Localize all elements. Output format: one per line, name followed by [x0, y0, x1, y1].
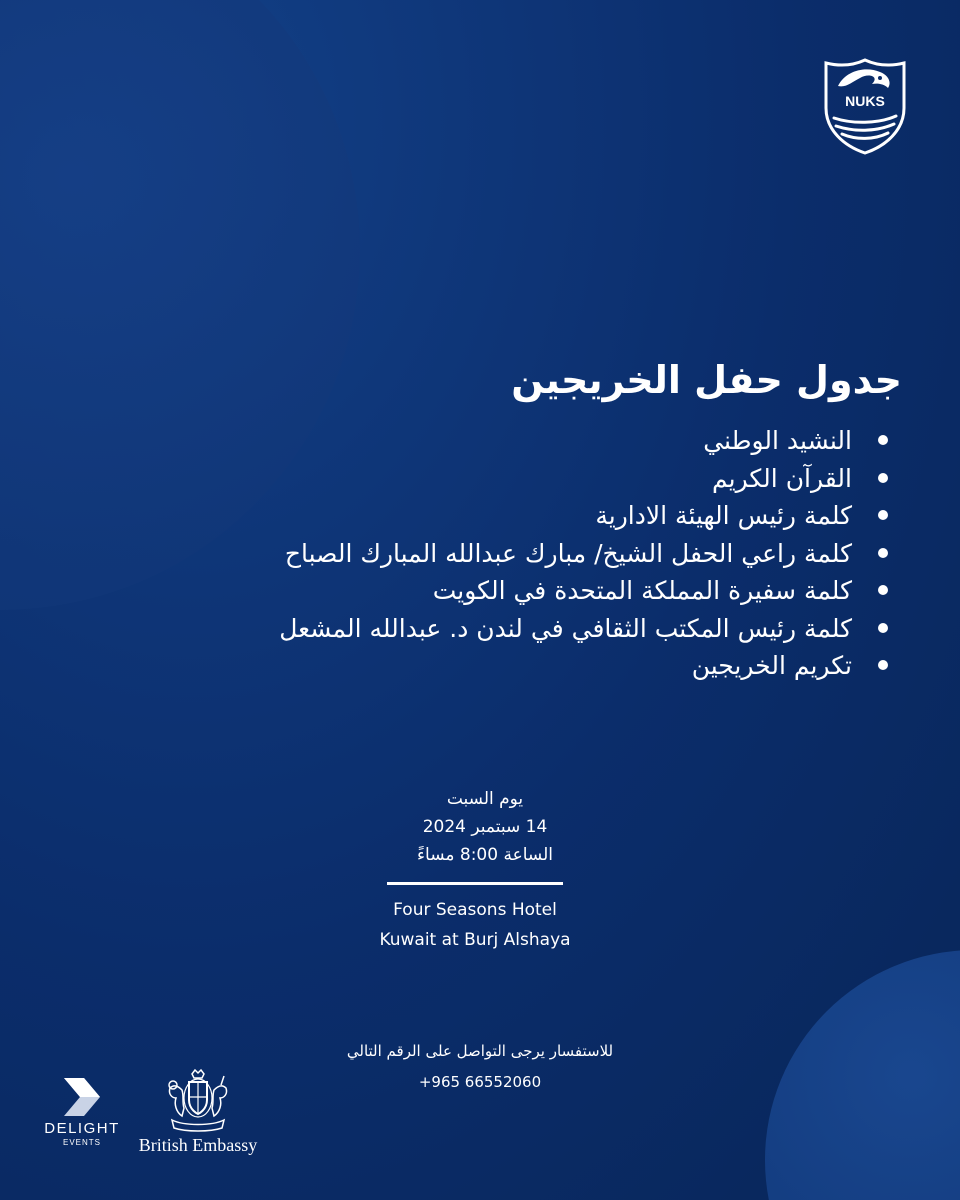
delight-events-logo	[40, 1076, 124, 1148]
agenda-item	[279, 610, 890, 648]
bullet-dot-icon	[878, 585, 888, 595]
venue-line-1: Four Seasons Hotel	[393, 900, 557, 920]
agenda-item-label: كلمة سفيرة المملكة المتحدة في الكويت	[432, 576, 852, 605]
agenda-item	[279, 572, 890, 610]
delight-name: DELIGHT	[44, 1120, 120, 1137]
embassy-name: British Embassy	[138, 1135, 258, 1155]
agenda-item-label: النشيد الوطني	[703, 426, 852, 455]
agenda-item-label: تكريم الخريجين	[691, 651, 852, 680]
royal-coat-of-arms-icon	[162, 1068, 234, 1132]
eagle-shield-icon	[822, 56, 908, 156]
bullet-dot-icon	[878, 548, 888, 558]
agenda-item	[279, 497, 890, 535]
event-day: يوم السبت	[446, 789, 524, 809]
page-title: جدول حفل الخريجين	[511, 358, 902, 402]
venue	[330, 895, 620, 955]
decorative-circle-bottom	[765, 950, 960, 1200]
nuks-logo-text: NUKS	[845, 93, 885, 109]
agenda-item	[279, 535, 890, 573]
event-time: الساعة 8:00 مساءً	[417, 845, 553, 865]
contact-phone: +965 66552060	[418, 1073, 542, 1091]
chevron-arrow-icon	[60, 1076, 104, 1118]
divider	[387, 882, 563, 885]
agenda-item	[279, 422, 890, 460]
bullet-dot-icon	[878, 623, 888, 633]
agenda-item-label: كلمة راعي الحفل الشيخ/ مبارك عبدالله المبارك الصباح	[284, 538, 852, 568]
agenda-item-label: كلمة رئيس المكتب الثقافي في لندن د. عبدالله المشعل	[279, 613, 852, 643]
bullet-dot-icon	[878, 435, 888, 445]
event-details	[330, 785, 640, 869]
contact-text: للاستفسار يرجى التواصل على الرقم التالي	[346, 1042, 614, 1060]
british-embassy-logo	[128, 1068, 268, 1156]
delight-subtitle: EVENTS	[62, 1138, 101, 1147]
event-date: 14 سبتمبر 2024	[422, 817, 548, 837]
bullet-dot-icon	[878, 660, 888, 670]
agenda-item-label: القرآن الكريم	[711, 463, 852, 493]
bullet-dot-icon	[878, 473, 888, 483]
bullet-dot-icon	[878, 510, 888, 520]
agenda-item-label: كلمة رئيس الهيئة الادارية	[595, 501, 852, 530]
agenda-item	[279, 647, 890, 685]
agenda-list	[279, 422, 890, 685]
nuks-logo	[822, 56, 908, 156]
venue-line-2: Kuwait at Burj Alshaya	[379, 930, 571, 950]
contact-info	[300, 1038, 660, 1100]
agenda-item	[279, 460, 890, 498]
